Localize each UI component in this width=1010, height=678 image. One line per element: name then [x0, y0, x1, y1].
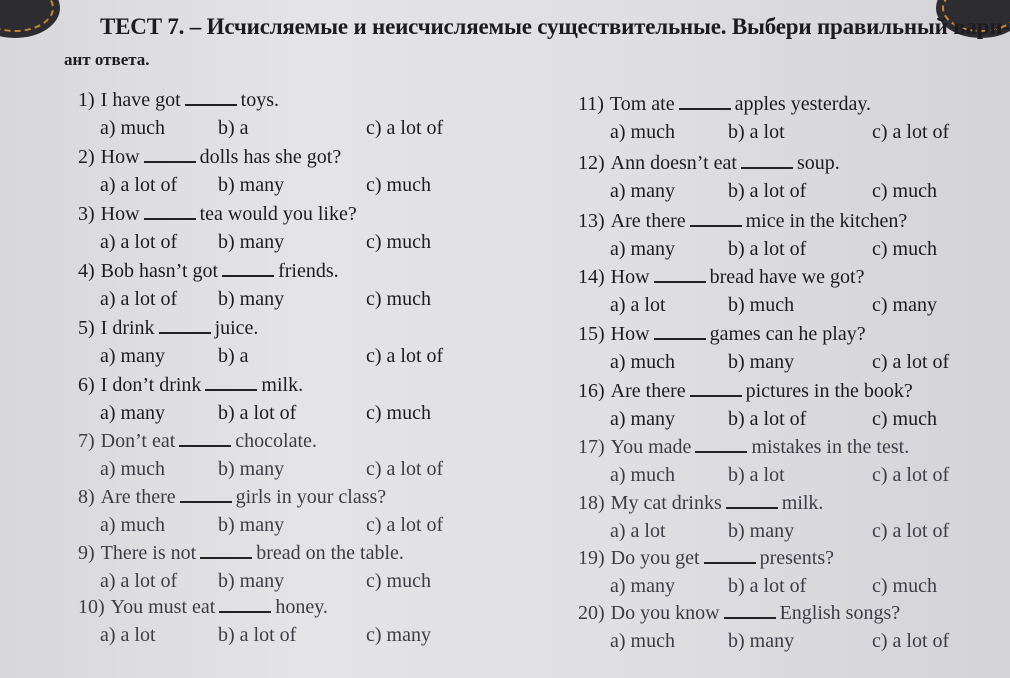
question-number: 12) — [578, 152, 605, 174]
question-number: 3) — [78, 203, 95, 225]
option-a[interactable]: a) many — [610, 238, 675, 260]
answer-blank[interactable] — [144, 161, 196, 163]
question-text-after: dolls has she got? — [199, 146, 342, 168]
option-c[interactable]: c) much — [366, 288, 431, 310]
question-15 — [578, 324, 866, 344]
question-13 — [578, 211, 907, 231]
question-text-before: I have got — [100, 89, 181, 111]
option-b[interactable]: b) a — [218, 117, 249, 139]
option-c[interactable]: c) a lot of — [872, 464, 950, 486]
question-text-before: Are there — [610, 380, 686, 402]
answer-blank[interactable] — [726, 507, 778, 509]
question-text-after: toys. — [240, 89, 279, 111]
option-b[interactable]: b) a lot of — [218, 402, 297, 424]
question-text-after: games can he play? — [709, 323, 866, 345]
option-c[interactable]: c) much — [872, 575, 937, 597]
question-text-after: bread have we got? — [709, 266, 865, 288]
question-text-after: mistakes in the test. — [751, 436, 910, 458]
question-number: 6) — [78, 374, 95, 396]
option-a[interactable]: a) a lot — [610, 294, 666, 316]
option-b[interactable]: b) a — [218, 345, 249, 367]
option-c[interactable]: c) a lot of — [366, 514, 444, 536]
question-number: 17) — [578, 436, 605, 458]
question-number: 5) — [78, 317, 95, 339]
question-text-before: Do you get — [610, 547, 700, 569]
answer-blank[interactable] — [690, 225, 742, 227]
option-b[interactable]: b) a lot — [728, 121, 785, 143]
answer-blank[interactable] — [219, 611, 271, 613]
answer-blank[interactable] — [144, 218, 196, 220]
question-number: 4) — [78, 260, 95, 282]
question-4 — [78, 261, 339, 281]
test-title-continued: ант ответа. — [64, 50, 150, 69]
question-19 — [578, 548, 834, 568]
question-text-before: I drink — [100, 317, 155, 339]
question-text-before: How — [610, 266, 650, 288]
option-c[interactable]: c) much — [366, 402, 431, 424]
question-10 — [78, 597, 328, 617]
question-text-before: Are there — [100, 486, 176, 508]
answer-blank[interactable] — [222, 275, 274, 277]
option-c[interactable]: c) a lot of — [872, 351, 950, 373]
option-b[interactable]: b) many — [218, 514, 285, 536]
option-c[interactable]: c) much — [366, 570, 431, 592]
question-number: 13) — [578, 210, 605, 232]
question-text-after: soup. — [796, 152, 840, 174]
option-b[interactable]: b) many — [218, 458, 285, 480]
option-a[interactable]: a) a lot of — [100, 174, 178, 196]
option-b[interactable]: b) a lot of — [728, 180, 807, 202]
question-text-after: bread on the table. — [256, 542, 404, 564]
question-text-before: There is not — [100, 542, 197, 564]
question-text-before: Are there — [610, 210, 686, 232]
option-b[interactable]: b) many — [218, 174, 285, 196]
option-a[interactable]: a) much — [610, 464, 675, 486]
question-8 — [78, 487, 386, 507]
question-text-after: chocolate. — [235, 430, 317, 452]
question-text-after: milk. — [781, 492, 824, 514]
option-b[interactable]: b) many — [218, 231, 285, 253]
question-1 — [78, 90, 279, 110]
question-number: 20) — [578, 602, 605, 624]
question-6 — [78, 375, 303, 395]
option-a[interactable]: a) a lot of — [100, 288, 178, 310]
option-c[interactable]: c) much — [872, 238, 937, 260]
answer-blank[interactable] — [704, 562, 756, 564]
question-text-after: apples yesterday. — [734, 93, 872, 115]
answer-blank[interactable] — [180, 501, 232, 503]
question-number: 8) — [78, 486, 95, 508]
answer-blank[interactable] — [654, 281, 706, 283]
answer-blank[interactable] — [185, 104, 237, 106]
option-c[interactable]: c) a lot of — [872, 630, 950, 652]
question-16 — [578, 381, 913, 401]
option-c[interactable]: c) much — [366, 231, 431, 253]
option-b[interactable]: b) a lot — [728, 464, 785, 486]
question-11 — [578, 94, 871, 114]
answer-blank[interactable] — [690, 395, 742, 397]
option-c[interactable]: c) many — [872, 294, 937, 316]
option-b[interactable]: b) a lot of — [728, 238, 807, 260]
question-number: 16) — [578, 380, 605, 402]
question-number: 2) — [78, 146, 95, 168]
answer-blank[interactable] — [200, 557, 252, 559]
option-a[interactable]: a) a lot — [610, 520, 666, 542]
question-text-before: Bob hasn’t got — [100, 260, 219, 282]
question-text-after: juice. — [214, 317, 259, 339]
option-a[interactable]: a) much — [610, 121, 675, 143]
option-a[interactable]: a) much — [100, 117, 165, 139]
option-b[interactable]: b) many — [728, 520, 795, 542]
question-text-after: presents? — [759, 547, 834, 569]
option-b[interactable]: b) many — [218, 570, 285, 592]
question-text-before: You made — [610, 436, 692, 458]
answer-blank[interactable] — [679, 108, 731, 110]
question-text-after: friends. — [278, 260, 339, 282]
question-number: 10) — [78, 596, 105, 618]
option-c[interactable]: c) many — [366, 624, 431, 646]
option-b[interactable]: b) much — [728, 294, 795, 316]
question-number: 9) — [78, 542, 95, 564]
answer-blank[interactable] — [741, 167, 793, 169]
question-text-after: English songs? — [779, 602, 901, 624]
option-a[interactable]: a) a lot — [100, 624, 156, 646]
question-number: 11) — [578, 93, 604, 115]
question-number: 14) — [578, 266, 605, 288]
option-b[interactable]: b) many — [728, 351, 795, 373]
question-17 — [578, 437, 909, 457]
question-number: 19) — [578, 547, 605, 569]
question-20 — [578, 603, 900, 623]
option-c[interactable]: c) a lot of — [872, 121, 950, 143]
question-text-before: You must eat — [110, 596, 216, 618]
question-5 — [78, 318, 258, 338]
question-text-before: Tom ate — [609, 93, 675, 115]
option-a[interactable]: a) a lot of — [100, 231, 178, 253]
option-a[interactable]: a) many — [100, 402, 165, 424]
option-a[interactable]: a) much — [100, 514, 165, 536]
question-number: 15) — [578, 323, 605, 345]
question-text-before: Do you know — [610, 602, 720, 624]
answer-blank[interactable] — [654, 338, 706, 340]
question-text-before: How — [100, 203, 140, 225]
option-a[interactable]: a) much — [610, 351, 675, 373]
option-c[interactable]: c) a lot of — [872, 520, 950, 542]
option-a[interactable]: a) many — [610, 575, 675, 597]
question-3 — [78, 204, 357, 224]
question-number: 7) — [78, 430, 95, 452]
question-text-before: I don’t drink — [100, 374, 202, 396]
question-14 — [578, 267, 864, 287]
question-text-after: girls in your class? — [235, 486, 387, 508]
question-12 — [578, 153, 840, 173]
question-9 — [78, 543, 404, 563]
option-b[interactable]: b) many — [728, 630, 795, 652]
question-text-before: How — [100, 146, 140, 168]
question-18 — [578, 493, 823, 513]
option-b[interactable]: b) a lot of — [728, 408, 807, 430]
question-text-after: honey. — [275, 596, 328, 618]
answer-blank[interactable] — [179, 445, 231, 447]
option-c[interactable]: c) much — [872, 408, 937, 430]
option-a[interactable]: a) many — [610, 408, 675, 430]
option-c[interactable]: c) a lot of — [366, 458, 444, 480]
answer-blank[interactable] — [724, 617, 776, 619]
option-b[interactable]: b) a lot of — [728, 575, 807, 597]
option-a[interactable]: a) many — [610, 180, 675, 202]
question-text-before: Ann doesn’t eat — [610, 152, 737, 174]
answer-blank[interactable] — [695, 451, 747, 453]
question-text-before: Don’t eat — [100, 430, 176, 452]
test-title: ТЕСТ 7. – Исчисляемые и неисчисляемые существительные. Выбери правильный вари- — [100, 14, 1010, 39]
option-c[interactable]: c) a lot of — [366, 117, 444, 139]
question-text-after: pictures in the book? — [745, 380, 913, 402]
option-a[interactable]: a) much — [100, 458, 165, 480]
question-text-before: How — [610, 323, 650, 345]
question-2 — [78, 147, 341, 167]
question-text-after: mice in the kitchen? — [745, 210, 908, 232]
question-text-after: milk. — [261, 374, 304, 396]
option-b[interactable]: b) a lot of — [218, 624, 297, 646]
option-a[interactable]: a) many — [100, 345, 165, 367]
question-7 — [78, 431, 317, 451]
abbyy-logo-left — [0, 0, 60, 38]
question-text-after: tea would you like? — [199, 203, 357, 225]
answer-blank[interactable] — [205, 389, 257, 391]
option-c[interactable]: c) much — [366, 174, 431, 196]
question-text-before: My cat drinks — [610, 492, 722, 514]
option-b[interactable]: b) many — [218, 288, 285, 310]
question-number: 18) — [578, 492, 605, 514]
question-number: 1) — [78, 89, 95, 111]
option-c[interactable]: c) a lot of — [366, 345, 444, 367]
option-c[interactable]: c) much — [872, 180, 937, 202]
option-a[interactable]: a) much — [610, 630, 675, 652]
answer-blank[interactable] — [159, 332, 211, 334]
option-a[interactable]: a) a lot of — [100, 570, 178, 592]
